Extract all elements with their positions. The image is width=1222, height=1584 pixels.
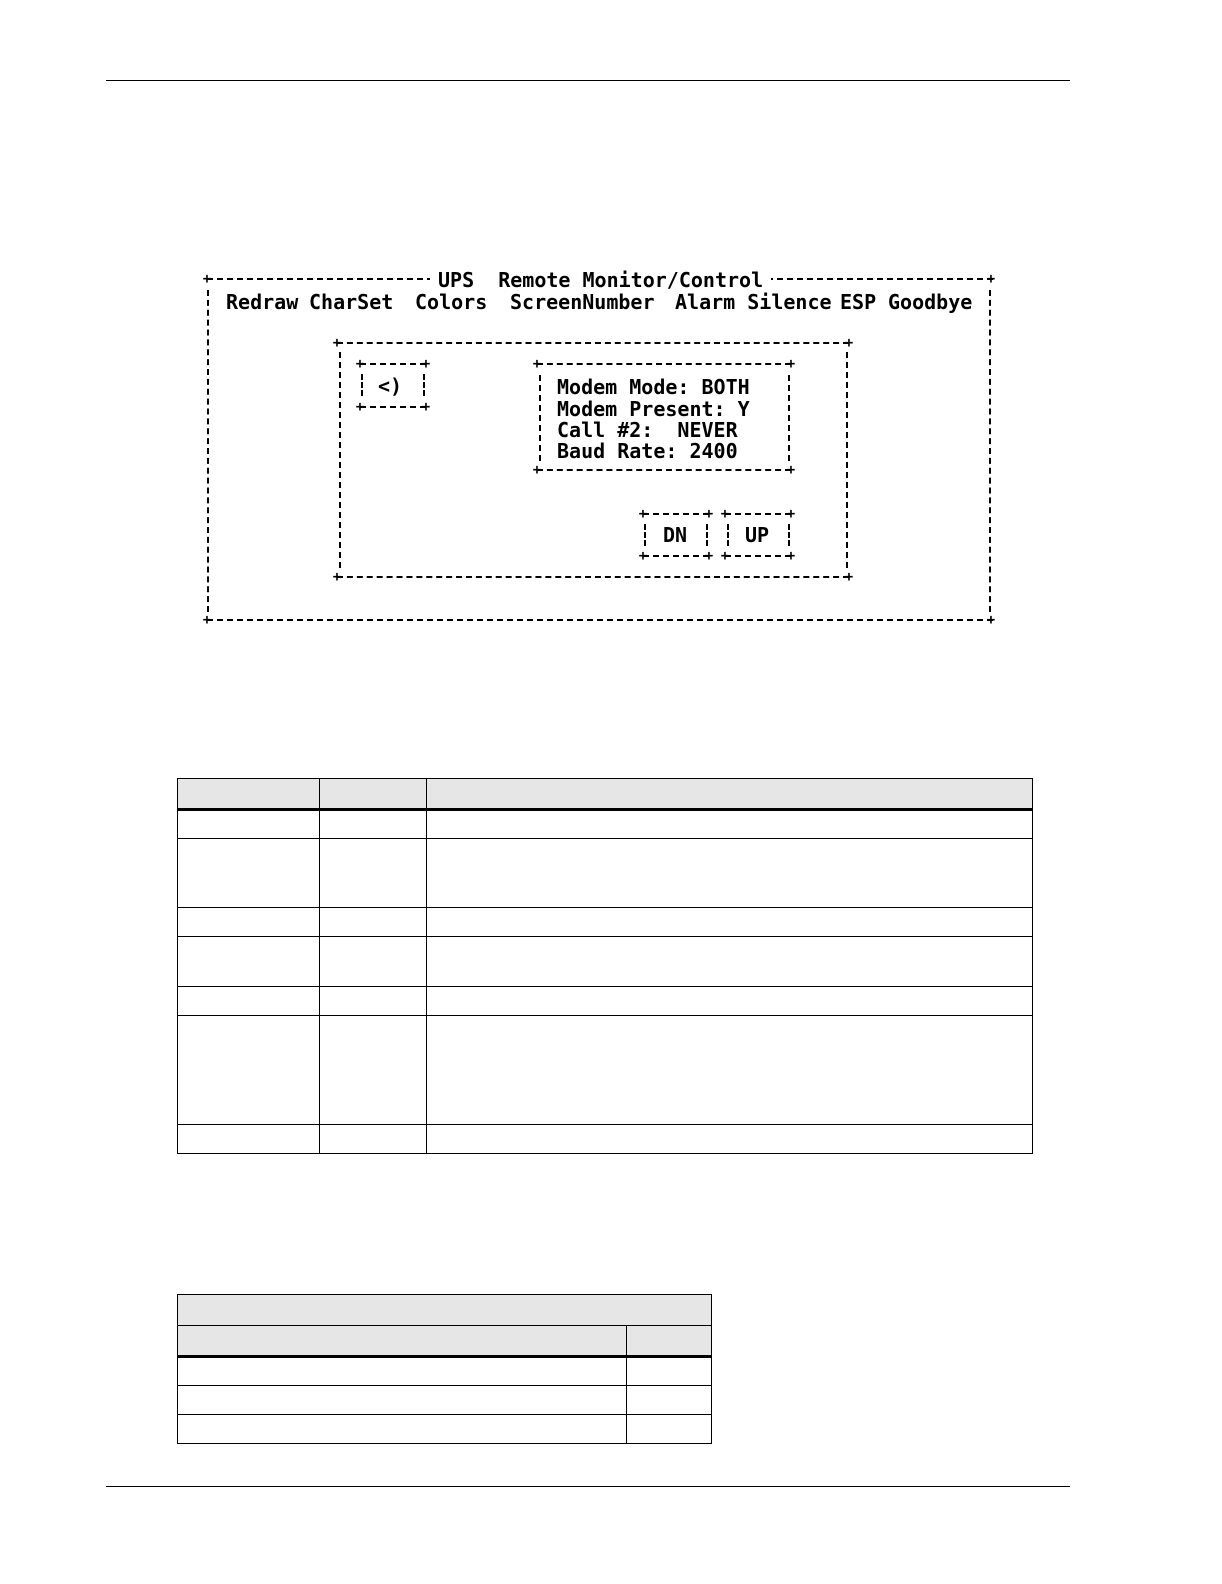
table-caption-row [178, 1295, 712, 1326]
table-row [178, 987, 1033, 1016]
table-header-cell [178, 779, 320, 810]
outer-frame-left [207, 290, 209, 612]
terminal-title: UPS Remote Monitor/Control [430, 269, 771, 291]
table-row [178, 1016, 1033, 1125]
table-row [178, 1125, 1033, 1154]
inner-frame-bottom [337, 576, 849, 578]
table-row [178, 937, 1033, 987]
page-footer-rule [106, 1486, 1070, 1487]
back-button-label: <) [378, 374, 403, 398]
inner-frame-left [339, 352, 341, 568]
inner-frame-top [337, 342, 849, 344]
up-button-label: UP [745, 523, 770, 547]
table-header-cell [427, 779, 1033, 810]
table-header-row [178, 1326, 712, 1357]
table-row [178, 1386, 712, 1415]
inner-frame-right [846, 352, 848, 568]
outer-frame-bottom [207, 619, 993, 621]
page-header-rule [106, 80, 1070, 81]
menu-item-alarm-silence[interactable]: Alarm Silence [675, 290, 832, 314]
menu-item-screennumber[interactable]: ScreenNumber [510, 290, 655, 314]
settings-table [177, 1294, 712, 1444]
menu-item-colors[interactable]: Colors [415, 290, 488, 314]
outer-frame-right [989, 290, 991, 612]
menu-item-redraw[interactable]: Redraw [226, 290, 299, 314]
menu-item-esp[interactable]: ESP [840, 290, 877, 314]
menu-options-table [177, 778, 1033, 1154]
dn-button-label: DN [663, 523, 688, 547]
call-number: Call #2: NEVER [557, 418, 738, 442]
table-row [178, 908, 1033, 937]
table-header-row [178, 779, 1033, 810]
table-header-cell [320, 779, 427, 810]
baud-rate: Baud Rate: 2400 [557, 439, 738, 463]
table-row [178, 839, 1033, 908]
modem-mode: Modem Mode: BOTH [557, 375, 750, 399]
table-row [178, 810, 1033, 839]
menu-item-charset[interactable]: CharSet [309, 290, 394, 314]
table-row [178, 1415, 712, 1444]
table-row [178, 1357, 712, 1386]
menu-item-goodbye[interactable]: Goodbye [888, 290, 973, 314]
modem-present: Modem Present: Y [557, 397, 750, 421]
